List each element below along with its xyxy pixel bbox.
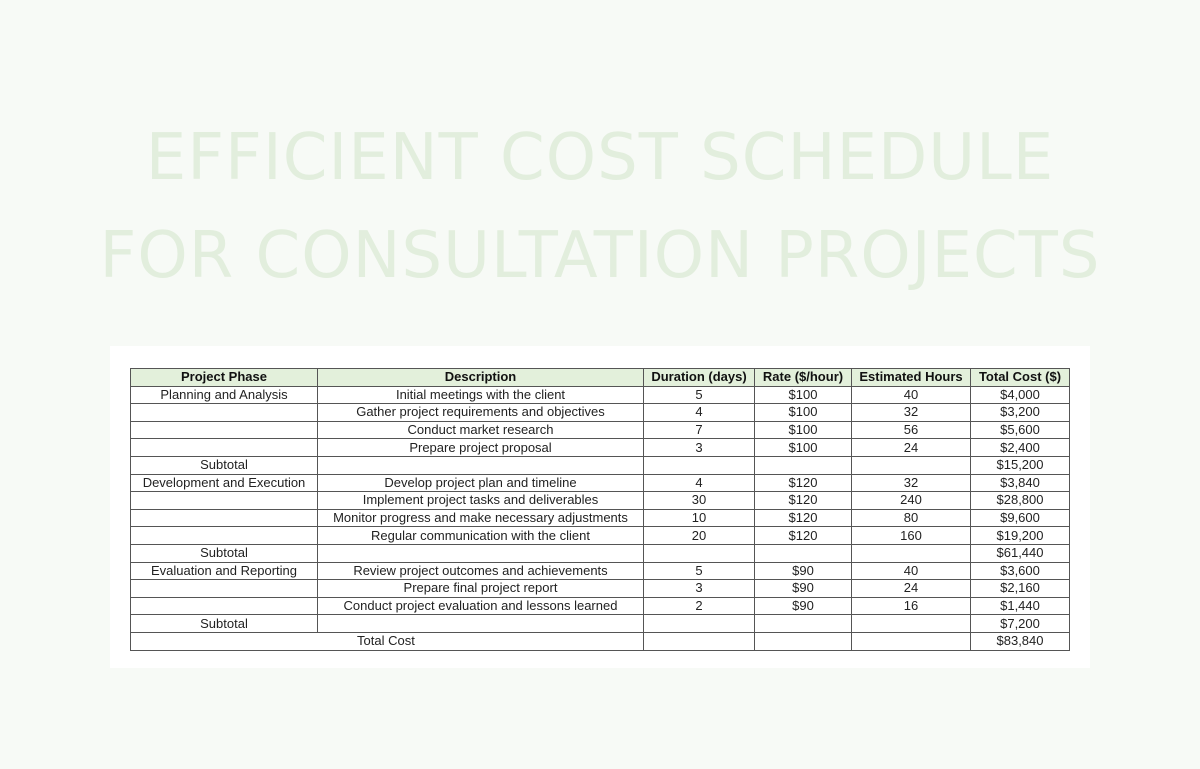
- table-row: [131, 509, 1070, 527]
- cell-estimated-hours: 80: [852, 509, 971, 527]
- cell-duration: 3: [644, 580, 755, 598]
- cell-rate: $120: [755, 509, 852, 527]
- cell-rate: [755, 615, 852, 633]
- header-duration: Duration (days): [644, 369, 755, 387]
- total-empty-cell: [755, 632, 852, 650]
- cell-description: Monitor progress and make necessary adjustments: [318, 509, 644, 527]
- cell-project-phase: Development and Execution: [131, 474, 318, 492]
- cell-total-cost: $2,400: [971, 439, 1070, 457]
- cell-total-cost: $4,000: [971, 386, 1070, 404]
- cell-description: Prepare project proposal: [318, 439, 644, 457]
- cell-description: Gather project requirements and objectives: [318, 404, 644, 422]
- cell-rate: $120: [755, 492, 852, 510]
- cell-estimated-hours: 24: [852, 580, 971, 598]
- header-rate: Rate ($/hour): [755, 369, 852, 387]
- cell-total-cost: $9,600: [971, 509, 1070, 527]
- cell-description: Prepare final project report: [318, 580, 644, 598]
- cell-rate: $90: [755, 580, 852, 598]
- cell-total-cost: $1,440: [971, 597, 1070, 615]
- cell-description: [318, 456, 644, 474]
- cell-duration: [644, 544, 755, 562]
- cell-estimated-hours: 16: [852, 597, 971, 615]
- cell-description: Implement project tasks and deliverables: [318, 492, 644, 510]
- cell-project-phase: [131, 404, 318, 422]
- cell-duration: 3: [644, 439, 755, 457]
- table-row: [131, 439, 1070, 457]
- table-body: [131, 386, 1070, 632]
- cost-schedule-table: [130, 368, 1070, 651]
- cell-estimated-hours: [852, 456, 971, 474]
- table-header-row: [131, 369, 1070, 387]
- cell-total-cost: $3,200: [971, 404, 1070, 422]
- cell-duration: 20: [644, 527, 755, 545]
- cell-estimated-hours: 40: [852, 562, 971, 580]
- cell-total-cost: $19,200: [971, 527, 1070, 545]
- cell-rate: $100: [755, 439, 852, 457]
- cell-project-phase: Evaluation and Reporting: [131, 562, 318, 580]
- cost-schedule-card: [110, 346, 1090, 668]
- cell-duration: 5: [644, 562, 755, 580]
- cell-duration: [644, 615, 755, 633]
- cell-project-phase: Subtotal: [131, 615, 318, 633]
- cell-project-phase: [131, 597, 318, 615]
- cell-rate: [755, 544, 852, 562]
- cell-description: [318, 615, 644, 633]
- cell-duration: 5: [644, 386, 755, 404]
- cell-project-phase: [131, 421, 318, 439]
- cell-project-phase: [131, 439, 318, 457]
- table-row: [131, 562, 1070, 580]
- cell-rate: $100: [755, 421, 852, 439]
- table-row: [131, 527, 1070, 545]
- table-row: [131, 615, 1070, 633]
- cell-estimated-hours: 24: [852, 439, 971, 457]
- total-value: $83,840: [971, 632, 1070, 650]
- cell-estimated-hours: 240: [852, 492, 971, 510]
- cell-description: Review project outcomes and achievements: [318, 562, 644, 580]
- cell-total-cost: $3,840: [971, 474, 1070, 492]
- cell-estimated-hours: 56: [852, 421, 971, 439]
- cell-project-phase: Planning and Analysis: [131, 386, 318, 404]
- cell-rate: $100: [755, 404, 852, 422]
- cell-description: Initial meetings with the client: [318, 386, 644, 404]
- cell-rate: $120: [755, 527, 852, 545]
- cell-duration: 4: [644, 474, 755, 492]
- cell-estimated-hours: 32: [852, 404, 971, 422]
- cell-rate: $90: [755, 597, 852, 615]
- table-row: [131, 544, 1070, 562]
- table-row: [131, 492, 1070, 510]
- total-empty-cell: [644, 632, 755, 650]
- cell-rate: $120: [755, 474, 852, 492]
- cell-duration: 30: [644, 492, 755, 510]
- cell-duration: 10: [644, 509, 755, 527]
- cell-estimated-hours: [852, 615, 971, 633]
- cell-description: Conduct project evaluation and lessons learned: [318, 597, 644, 615]
- table-row: [131, 474, 1070, 492]
- cell-project-phase: Subtotal: [131, 544, 318, 562]
- cell-duration: 7: [644, 421, 755, 439]
- table-row: [131, 580, 1070, 598]
- cell-duration: 4: [644, 404, 755, 422]
- cell-project-phase: [131, 527, 318, 545]
- cell-description: Conduct market research: [318, 421, 644, 439]
- cell-duration: 2: [644, 597, 755, 615]
- cell-estimated-hours: 160: [852, 527, 971, 545]
- cell-project-phase: [131, 492, 318, 510]
- cell-total-cost: $7,200: [971, 615, 1070, 633]
- header-total-cost: Total Cost ($): [971, 369, 1070, 387]
- cell-description: Regular communication with the client: [318, 527, 644, 545]
- table-row: [131, 404, 1070, 422]
- cell-total-cost: $28,800: [971, 492, 1070, 510]
- cell-project-phase: [131, 509, 318, 527]
- cell-rate: [755, 456, 852, 474]
- cell-total-cost: $2,160: [971, 580, 1070, 598]
- total-label: Total Cost: [131, 632, 644, 650]
- cell-rate: $90: [755, 562, 852, 580]
- cell-estimated-hours: 32: [852, 474, 971, 492]
- table-row: [131, 597, 1070, 615]
- cell-duration: [644, 456, 755, 474]
- total-empty-cell: [852, 632, 971, 650]
- header-project-phase: Project Phase: [131, 369, 318, 387]
- page-title-line-1: EFFICIENT COST SCHEDULE: [145, 121, 1055, 195]
- cell-description: Develop project plan and timeline: [318, 474, 644, 492]
- total-row: [131, 632, 1070, 650]
- cell-total-cost: $5,600: [971, 421, 1070, 439]
- cell-description: [318, 544, 644, 562]
- cell-rate: $100: [755, 386, 852, 404]
- cell-estimated-hours: 40: [852, 386, 971, 404]
- header-estimated-hours: Estimated Hours: [852, 369, 971, 387]
- page-title-line-2: FOR CONSULTATION PROJECTS: [99, 219, 1101, 293]
- cell-total-cost: $3,600: [971, 562, 1070, 580]
- table-row: [131, 456, 1070, 474]
- table-row: [131, 421, 1070, 439]
- table-row: [131, 386, 1070, 404]
- cell-total-cost: $15,200: [971, 456, 1070, 474]
- cell-estimated-hours: [852, 544, 971, 562]
- cell-project-phase: Subtotal: [131, 456, 318, 474]
- header-description: Description: [318, 369, 644, 387]
- cell-total-cost: $61,440: [971, 544, 1070, 562]
- cell-project-phase: [131, 580, 318, 598]
